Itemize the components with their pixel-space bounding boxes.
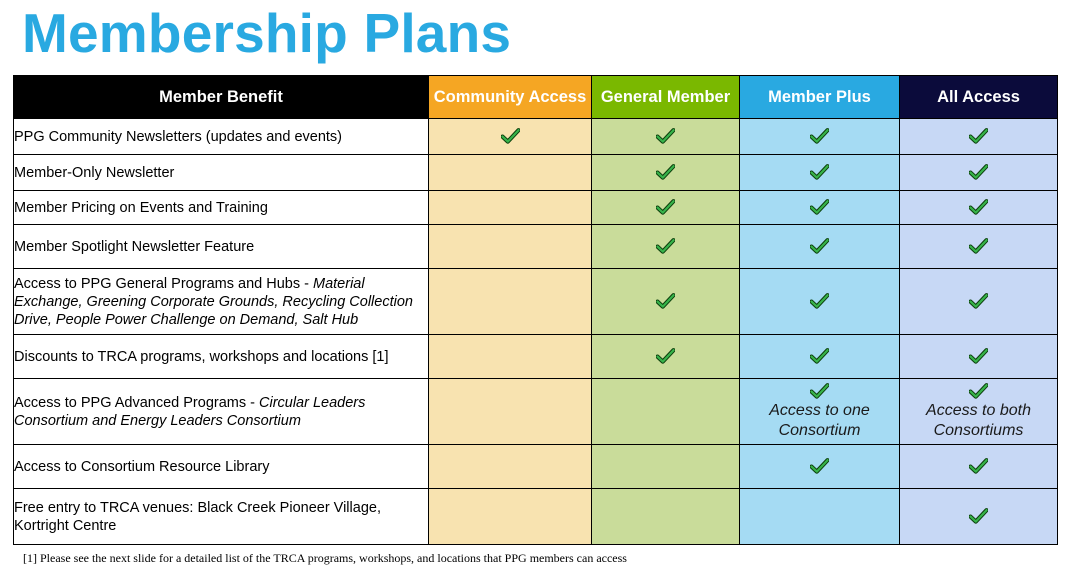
check-icon: [969, 128, 988, 144]
benefit-label: PPG Community Newsletters (updates and events): [14, 128, 342, 145]
plan-cell-all: [900, 225, 1058, 269]
table-row: [14, 379, 1058, 445]
plan-cell-plus: [740, 445, 900, 489]
plan-cell-general: [592, 379, 740, 445]
benefit-detail: Circular Leaders Consortium and Energy Leaders Consortium: [14, 394, 366, 429]
table-row: [14, 191, 1058, 225]
benefit-cell: [14, 445, 429, 489]
page-title: Membership Plans: [22, 2, 512, 64]
plan-cell-general: [592, 225, 740, 269]
check-icon: [810, 199, 829, 215]
benefit-cell: [14, 119, 429, 155]
check-icon: [969, 508, 988, 524]
plan-cell-community: [429, 119, 592, 155]
benefit-label: Member Pricing on Events and Training: [14, 199, 268, 216]
benefit-label: Free entry to TRCA venues: Black Creek Pioneer Village, Kortright Centre: [14, 499, 381, 534]
consortium-note: Access to one Consortium: [769, 401, 870, 439]
check-icon: [656, 164, 675, 180]
check-icon: [656, 293, 675, 309]
plan-cell-general: [592, 269, 740, 335]
consortium-note: Access to both Consortiums: [926, 401, 1031, 439]
plan-cell-all: [900, 489, 1058, 545]
plan-cell-general: [592, 119, 740, 155]
plan-cell-all: [900, 445, 1058, 489]
check-icon: [969, 383, 988, 399]
check-icon: [969, 238, 988, 254]
plan-cell-community: [429, 155, 592, 191]
benefit-label: Discounts to TRCA programs, workshops and locations [1]: [14, 348, 389, 365]
plan-cell-plus: [740, 269, 900, 335]
check-icon: [969, 293, 988, 309]
benefit-label: Member Spotlight Newsletter Feature: [14, 238, 255, 255]
benefit-cell: [14, 269, 429, 335]
check-icon: [810, 238, 829, 254]
benefit-cell: [14, 155, 429, 191]
benefit-detail: Material Exchange, Greening Corporate Grounds, Recycling Collection Drive, People Power Challenge on Demand, Salt Hub: [14, 275, 413, 328]
check-icon: [656, 238, 675, 254]
plan-cell-plus: [740, 335, 900, 379]
header-community-access: Community Access: [429, 76, 592, 119]
plan-cell-plus: [740, 225, 900, 269]
header-all-access: All Access: [900, 76, 1058, 119]
plan-cell-general: [592, 445, 740, 489]
benefit-cell: [14, 489, 429, 545]
plan-cell-community: [429, 489, 592, 545]
plan-cell-general: [592, 191, 740, 225]
check-icon: [969, 348, 988, 364]
benefit-label: Access to PPG General Programs and Hubs -: [14, 275, 313, 292]
benefit-label: Member-Only Newsletter: [14, 164, 175, 181]
table-row: [14, 269, 1058, 335]
check-icon: [656, 199, 675, 215]
header-member-benefit: Member Benefit: [14, 76, 429, 119]
benefit-cell: [14, 335, 429, 379]
benefit-cell: [14, 379, 429, 445]
plan-cell-all: [900, 119, 1058, 155]
plan-cell-all: [900, 335, 1058, 379]
table-row: [14, 489, 1058, 545]
plan-cell-plus: [740, 489, 900, 545]
check-icon: [969, 199, 988, 215]
check-icon: [810, 293, 829, 309]
benefit-label: Access to PPG Advanced Programs -: [14, 394, 259, 411]
plan-cell-community: [429, 191, 592, 225]
plan-cell-plus: [740, 379, 900, 445]
plan-cell-general: [592, 335, 740, 379]
table-row: [14, 225, 1058, 269]
plan-cell-all: [900, 191, 1058, 225]
plan-cell-plus: [740, 119, 900, 155]
check-icon: [501, 128, 520, 144]
table-row: [14, 335, 1058, 379]
check-icon: [969, 164, 988, 180]
check-icon: [810, 128, 829, 144]
table-row: [14, 119, 1058, 155]
plan-cell-community: [429, 379, 592, 445]
plan-cell-community: [429, 269, 592, 335]
check-icon: [810, 458, 829, 474]
check-icon: [810, 348, 829, 364]
check-icon: [656, 128, 675, 144]
plan-cell-plus: [740, 191, 900, 225]
check-icon: [810, 164, 829, 180]
benefit-cell: [14, 225, 429, 269]
plan-cell-all: [900, 379, 1058, 445]
plan-cell-community: [429, 335, 592, 379]
check-icon: [969, 458, 988, 474]
plan-cell-general: [592, 155, 740, 191]
header-member-plus: Member Plus: [740, 76, 900, 119]
table-row: [14, 445, 1058, 489]
plan-cell-all: [900, 155, 1058, 191]
header-row: [14, 76, 1058, 119]
plan-cell-community: [429, 225, 592, 269]
plan-cell-community: [429, 445, 592, 489]
plan-cell-all: [900, 269, 1058, 335]
plan-cell-general: [592, 489, 740, 545]
benefit-label: Access to Consortium Resource Library: [14, 458, 270, 475]
check-icon: [656, 348, 675, 364]
check-icon: [810, 383, 829, 399]
table-row: [14, 155, 1058, 191]
header-general-member: General Member: [592, 76, 740, 119]
plan-cell-plus: [740, 155, 900, 191]
benefit-cell: [14, 191, 429, 225]
footnote: [1] Please see the next slide for a detailed list of the TRCA programs, workshops, and locations that PPG members can access: [23, 551, 627, 565]
membership-table: [13, 75, 1058, 545]
